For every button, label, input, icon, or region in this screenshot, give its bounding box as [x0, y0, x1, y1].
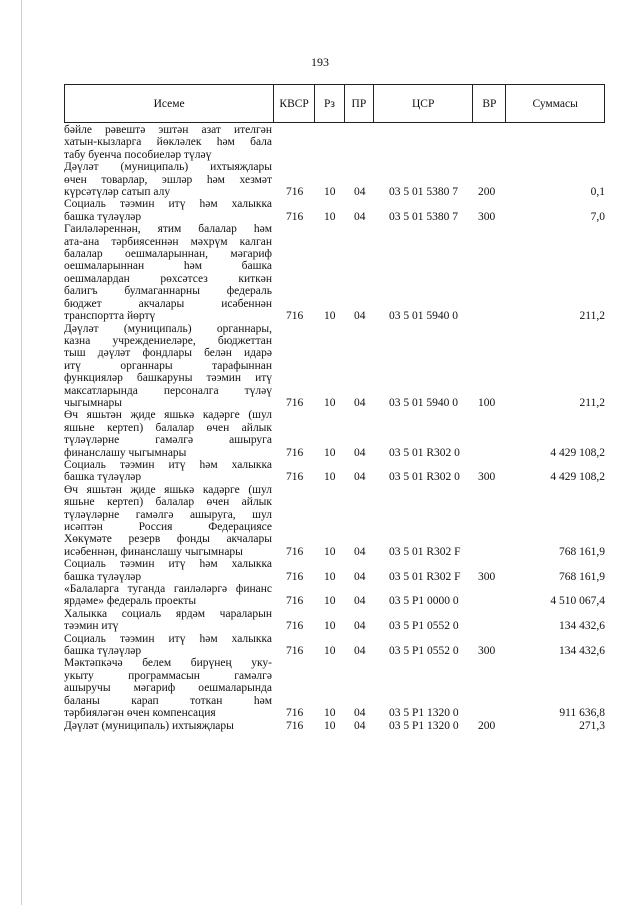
- cell-vr: 200: [478, 186, 496, 199]
- cell-csr: 03 5 01 5380 7: [389, 186, 458, 199]
- row-name-line: яшьне кертеп) балалар өчен айлык: [64, 421, 272, 434]
- cell-rz: 10: [324, 707, 336, 720]
- cell-csr: 03 5 P1 1320 0: [389, 719, 459, 732]
- row-name-line: тәэмин итү: [64, 620, 119, 633]
- row-name-line: Социаль тәэмин итү һәм халыкка: [64, 198, 272, 211]
- column-header-sum: Суммасы: [532, 97, 578, 110]
- column-header-name: Исеме: [65, 85, 274, 122]
- row-name-line: функцияләр башкаруны тәэмин итү: [64, 372, 272, 385]
- table-row: [64, 583, 605, 608]
- row-name-line: табу буенча пособиеләр түләү: [64, 148, 212, 161]
- cell-sum: 211,2: [579, 310, 605, 323]
- row-name-line: бәйле рәвештә эштән азат ителгән: [64, 124, 272, 136]
- cell-vr: 300: [478, 645, 496, 658]
- table-row: [64, 657, 605, 719]
- cell-csr: 03 5 01 R302 0: [389, 446, 460, 459]
- cell-csr: 03 5 01 R302 0: [389, 471, 460, 484]
- cell-kvsr: 716: [286, 620, 304, 633]
- row-name-line: транспортта йөртү: [64, 310, 156, 323]
- cell-sum: 134 432,6: [559, 620, 605, 633]
- row-name-line: Социаль тәэмин итү һәм халыкка: [64, 558, 272, 571]
- cell-kvsr: 716: [286, 471, 304, 484]
- cell-rz: 10: [324, 210, 336, 223]
- row-name-line: оешмаларыннан һәм башка: [64, 260, 272, 273]
- row-name-line: башка түләүләр: [64, 471, 142, 484]
- cell-sum: 7,0: [590, 210, 605, 223]
- cell-rz: 10: [324, 471, 336, 484]
- row-name-line: исәбеннән, финанслашу чыгымнары: [64, 545, 243, 558]
- table-body: [64, 124, 605, 732]
- row-name-line: Социаль тәэмин итү һәм халыкка: [64, 458, 272, 471]
- table-row: [64, 459, 605, 484]
- cell-vr: 300: [478, 210, 496, 223]
- row-name-line: Халыкка социаль ярдәм чараларын: [64, 607, 272, 620]
- table-row: [64, 161, 605, 198]
- row-name-line: казна учреждениеләре, бюджеттан: [64, 334, 272, 347]
- cell-pr: 04: [354, 707, 366, 720]
- cell-pr: 04: [354, 595, 366, 608]
- table-row: [64, 223, 605, 322]
- table-row: [64, 198, 605, 223]
- row-name-line: ата-ана тәрбиясеннән мәхрүм калган: [64, 235, 272, 248]
- row-name-line: итү органнары тарафыннан: [64, 359, 272, 372]
- row-name-line: Гаиләләреннән, ятим балалар һәм: [64, 223, 272, 236]
- row-name-line: хатын-кызларга йөкләлек һәм бала: [64, 136, 272, 149]
- cell-sum: 911 636,8: [559, 707, 605, 720]
- cell-pr: 04: [354, 645, 366, 658]
- row-name-line: балигъ булмаганнарны федераль: [64, 285, 272, 298]
- row-name-line: күрсәтүләр сатып алу: [64, 186, 171, 199]
- table-row: [64, 409, 605, 459]
- cell-pr: 04: [354, 310, 366, 323]
- cell-kvsr: 716: [286, 707, 304, 720]
- cell-csr: 03 5 01 5940 0: [389, 396, 458, 409]
- table-header: [64, 84, 605, 123]
- row-name-line: Социаль тәэмин итү һәм халыкка: [64, 632, 272, 645]
- cell-kvsr: 716: [286, 645, 304, 658]
- cell-sum: 768 161,9: [559, 570, 605, 583]
- cell-kvsr: 716: [286, 719, 304, 732]
- row-name-line: ярдәме» федераль проекты: [64, 595, 197, 608]
- cell-rz: 10: [324, 719, 336, 732]
- cell-kvsr: 716: [286, 396, 304, 409]
- row-name-line: чыгымнары: [64, 396, 122, 409]
- cell-sum: 134 432,6: [559, 645, 605, 658]
- cell-kvsr: 716: [286, 210, 304, 223]
- cell-rz: 10: [324, 570, 336, 583]
- cell-pr: 04: [354, 446, 366, 459]
- cell-pr: 04: [354, 471, 366, 484]
- cell-sum: 211,2: [579, 396, 605, 409]
- row-name-line: Дәүләт (муниципаль) ихтыяҗлары: [64, 161, 272, 174]
- cell-kvsr: 716: [286, 186, 304, 199]
- cell-sum: 4 429 108,2: [550, 446, 605, 459]
- cell-pr: 04: [354, 570, 366, 583]
- cell-rz: 10: [324, 396, 336, 409]
- row-name-line: Дәүләт (муниципаль) органнары,: [64, 322, 272, 335]
- row-name-line: башка түләүләр: [64, 570, 142, 583]
- cell-sum: 271,3: [579, 719, 605, 732]
- cell-kvsr: 716: [286, 446, 304, 459]
- row-name-line: оешмалардан рөхсәтсез киткән: [64, 272, 272, 285]
- cell-pr: 04: [354, 210, 366, 223]
- cell-sum: 4 429 108,2: [550, 471, 605, 484]
- row-name: [64, 223, 274, 322]
- row-name-line: Мәктәпкәчә белем бирүнең уку-: [64, 657, 272, 670]
- cell-csr: 03 5 01 R302 F: [389, 570, 461, 583]
- cell-kvsr: 716: [286, 310, 304, 323]
- row-name-line: Хөкүмәте резерв фонды акчалары: [64, 533, 272, 546]
- row-name-line: балалар оешмаларыннан, мәгариф: [64, 248, 272, 261]
- cell-rz: 10: [324, 186, 336, 199]
- table-row: [64, 558, 605, 583]
- table-row: [64, 633, 605, 658]
- row-name-line: түләүләрне гамәлгә ашыруга: [64, 434, 272, 447]
- column-header-pr: ПР: [345, 85, 374, 122]
- cell-kvsr: 716: [286, 595, 304, 608]
- cell-rz: 10: [324, 645, 336, 658]
- table-row: [64, 484, 605, 558]
- cell-sum: 4 510 067,4: [550, 595, 605, 608]
- row-name-line: түләүләрне гамәлгә ашыруга, шул: [64, 508, 272, 521]
- column-header-kvsr: КВСР: [274, 85, 315, 122]
- cell-kvsr: 716: [286, 545, 304, 558]
- cell-rz: 10: [324, 595, 336, 608]
- row-name-line: ашыручы мәгариф оешмаларында: [64, 682, 272, 695]
- row-name-line: башка түләүләр: [64, 645, 142, 658]
- row-name-line: максатларында персоналга түләү: [64, 384, 272, 397]
- row-name-line: тәрбияләгән өчен компенсация: [64, 707, 216, 720]
- row-name-line: исәптән Россия Федерациясе: [64, 521, 272, 533]
- cell-pr: 04: [354, 545, 366, 558]
- cell-pr: 04: [354, 719, 366, 732]
- cell-pr: 04: [354, 396, 366, 409]
- row-name-line: Өч яшьтән җиде яшькә кадәрге (шул: [64, 409, 272, 422]
- row-name-line: Өч яшьтән җиде яшькә кадәрге (шул: [64, 483, 272, 496]
- cell-vr: 300: [478, 471, 496, 484]
- row-name-line: яшьне кертеп) балалар өчен айлык: [64, 496, 272, 509]
- page-number: 193: [311, 55, 329, 69]
- cell-csr: 03 5 01 R302 F: [389, 545, 461, 558]
- column-header-csr: ЦСР: [374, 85, 474, 122]
- cell-pr: 04: [354, 620, 366, 633]
- cell-csr: 03 5 P1 1320 0: [389, 707, 459, 720]
- cell-sum: 0,1: [590, 186, 605, 199]
- row-name-line: баланы карап тоткан һәм: [64, 694, 272, 707]
- cell-vr: 100: [478, 396, 496, 409]
- cell-csr: 03 5 P1 0000 0: [389, 595, 459, 608]
- row-name-line: өчен товарлар, эшләр һәм хезмәт: [64, 173, 272, 186]
- row-name-line: Дәүләт (муниципаль) ихтыяҗлары: [64, 719, 234, 732]
- cell-csr: 03 5 01 5380 7: [389, 210, 458, 223]
- row-name-line: башка түләүләр: [64, 210, 142, 223]
- cell-rz: 10: [324, 310, 336, 323]
- cell-rz: 10: [324, 545, 336, 558]
- row-name-line: укыту программасын гамәлгә: [64, 669, 272, 682]
- table-row: [64, 124, 605, 161]
- cell-kvsr: 716: [286, 570, 304, 583]
- cell-csr: 03 5 P1 0552 0: [389, 620, 459, 633]
- column-header-vr: ВР: [473, 85, 506, 122]
- cell-rz: 10: [324, 620, 336, 633]
- cell-vr: 200: [478, 719, 496, 732]
- cell-pr: 04: [354, 186, 366, 199]
- cell-csr: 03 5 P1 0552 0: [389, 645, 459, 658]
- row-name-line: «Балаларга туганда гаиләләргә финанс: [64, 583, 272, 596]
- cell-vr: 300: [478, 570, 496, 583]
- table-row: [64, 720, 605, 732]
- column-header-rz: Рз: [315, 85, 345, 122]
- cell-csr: 03 5 01 5940 0: [389, 310, 458, 323]
- cell-rz: 10: [324, 446, 336, 459]
- row-name-line: тыш дәүләт фондлары белән идарә: [64, 347, 272, 360]
- cell-sum: 768 161,9: [559, 545, 605, 558]
- table-row: [64, 608, 605, 633]
- table-row: [64, 323, 605, 410]
- row-name-line: финанслашу чыгымнары: [64, 446, 187, 459]
- scan-edge-line: [21, 0, 22, 905]
- row-name-line: бюджет акчалары исәбеннән: [64, 297, 272, 310]
